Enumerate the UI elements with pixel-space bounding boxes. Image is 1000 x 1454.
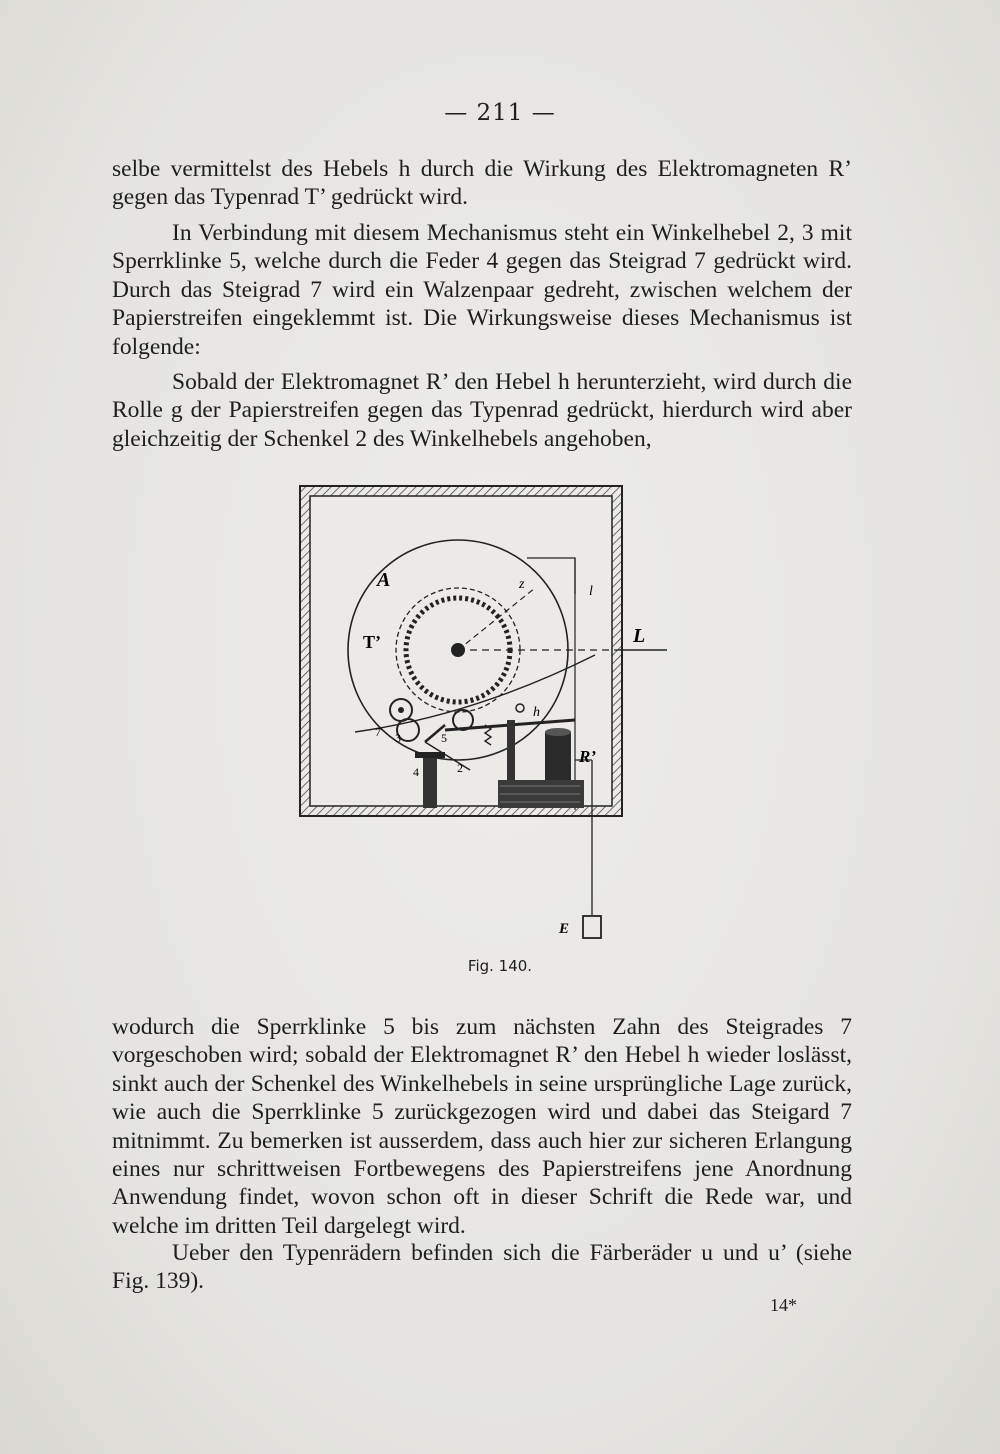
label-2: 7 (375, 725, 381, 739)
paragraph-5: Ueber den Typenrädern befinden sich die Färberäder u und u’ (siehe Fig. 139). (112, 1240, 852, 1295)
label-5: 5 (441, 731, 447, 745)
page-number: — 211 — (444, 100, 556, 126)
label-z: z (519, 577, 525, 592)
label-l: l (589, 584, 593, 599)
electromagnet (545, 732, 571, 782)
label-E: E (559, 921, 570, 937)
label-R: R’ (579, 747, 596, 766)
paragraph-2: In Verbindung mit diesem Mechanismus steht ein Winkelhebel 2, 3 mit Sperrklinke 5, welche durch die Feder 4 gegen das Steigrad 7 gedrückt wird. Durch das Steigrad 7 wird ein Walzenpaar gedreht, zwischen welchem der Papierstreifen eingeklemmt ist. Die Wirkungsweise dieses Mechanismus ist folgende: (112, 220, 852, 360)
label-4: 4 (413, 765, 419, 779)
label-A: A (377, 569, 391, 591)
label-T: T’ (363, 632, 381, 652)
paragraph-3: Sobald der Elektromagnet R’ den Hebel h herunterzieht, wird durch die Rolle g der Papierstreifen gegen das Typenrad gedrückt, hierdurch wird aber gleichzeitig der Schenkel 2 des Winkelhebels angehoben, (112, 369, 852, 452)
earth-plate (583, 916, 601, 938)
label-L: L (633, 625, 646, 647)
signature-mark: 14* (770, 1295, 797, 1315)
paragraph-4: wodurch die Sperrklinke 5 bis zum nächsten Zahn des Steigrades 7 vorgeschoben wird; sobald der Elektromagnet R’ den Hebel h wieder loslässt, sinkt auch der Schenkel des Winkelhebels in seine ursprüngliche Lage zurück, wie auch die Sperrklinke 5 zurückgezogen wird und dabei das Steigard 7 mitnimmt. Zu bemerken ist ausserdem, dass auch hier zur sicheren Erlangung eines nur schrittweisen Fortbewegens des Papierstreifens jene Anordnung Anwendung findet, wovon schon oft in dieser Schrift die Rede war, und welche im dritten Teil dargelegt wird. (112, 1014, 852, 1239)
label-3: 3 (395, 731, 401, 745)
label-h: h (533, 705, 540, 720)
paragraph-1: selbe vermittelst des Hebels h durch die Wirkung des Elektromagneten R’ gegen das Typenrad T’ gedrückt wird. (112, 156, 852, 211)
figure-caption: Fig. 140. (467, 957, 533, 975)
label-7: 2 (457, 761, 463, 775)
figure-140-diagram (295, 480, 675, 950)
